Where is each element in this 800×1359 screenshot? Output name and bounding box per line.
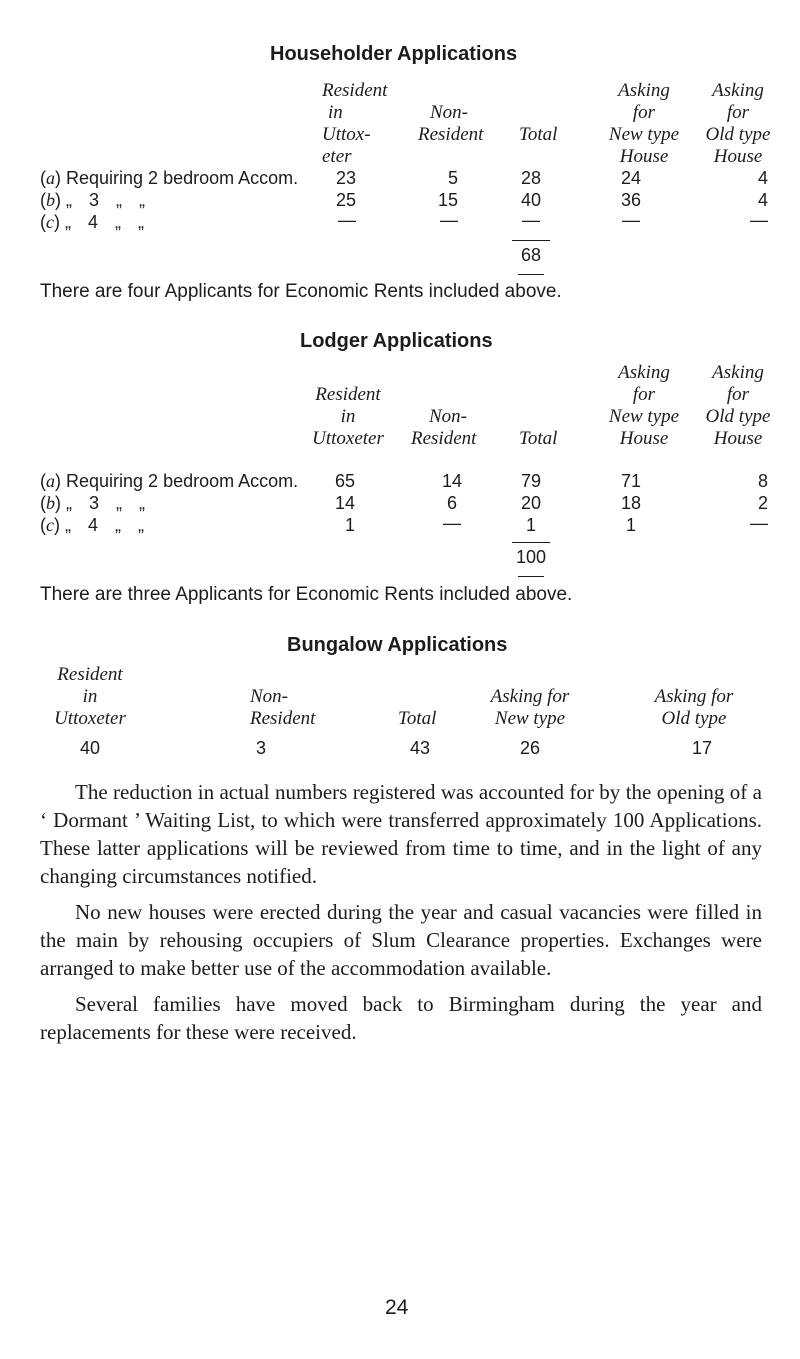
- table-cell: 1: [625, 515, 636, 535]
- table-cell: 65: [334, 471, 355, 491]
- householder-header-resident: Resident in Uttox- eter: [322, 80, 388, 167]
- table-cell: —: [750, 513, 768, 533]
- householder-row-label: (a) Requiring 2 bedroom Accom.: [40, 168, 299, 188]
- table-cell: 20: [520, 493, 542, 513]
- bungalow-header-non-resident: Non- Resident: [250, 686, 316, 729]
- table-cell: 28: [520, 168, 542, 188]
- table-cell: 24: [620, 168, 642, 188]
- table-cell: 15: [437, 190, 458, 210]
- bungalow-header-resident: Resident in Uttoxeter: [54, 664, 126, 729]
- table-cell: —: [440, 210, 458, 230]
- table-cell: 18: [620, 493, 642, 513]
- householder-note: There are four Applicants for Economic Rents included above.: [40, 281, 562, 302]
- lodger-header-resident: Resident in Uttoxeter: [312, 384, 384, 449]
- bungalow-title: Bungalow Applications: [287, 634, 508, 656]
- lodger-header-asking-new: Asking for New type House: [608, 362, 680, 449]
- lodger-header-asking-old: Asking for Old type House: [705, 362, 771, 449]
- table-cell: 71: [620, 471, 642, 491]
- lodger-title: Lodger Applications: [300, 330, 493, 352]
- body-text: [40, 778, 762, 1046]
- householder-grand-total: 68: [520, 245, 542, 265]
- total-rule: [512, 240, 550, 241]
- table-cell: 5: [447, 168, 458, 188]
- householder-row-label: (c) „ 4 „ „: [40, 212, 151, 232]
- householder-header-non-resident: Non- Resident: [418, 102, 484, 145]
- table-cell: 8: [757, 471, 768, 491]
- total-rule: [512, 542, 550, 543]
- table-cell: —: [750, 210, 768, 230]
- page-number: 24: [385, 1296, 409, 1319]
- lodger-header-non-resident: Non- Resident: [411, 406, 477, 449]
- paragraph: The reduction in actual numbers registered was accounted for by the opening of a ‘ Dormant ’ Waiting List, to which were transferred approximately 100 Applications. These latter applications will be reviewed from time to time, and in the light of any changing circumstances notified.: [40, 780, 762, 888]
- table-cell: 79: [520, 471, 542, 491]
- paragraph: No new houses were erected during the year and casual vacancies were filled in the main by rehousing occupiers of Slum Clearance properties. Exchanges were arranged to make better use of the accommodation available.: [40, 900, 762, 980]
- total-rule: [518, 274, 544, 275]
- table-cell: 3: [256, 738, 267, 758]
- table-cell: —: [622, 210, 640, 230]
- table-cell: 1: [344, 515, 355, 535]
- table-cell: —: [522, 210, 540, 230]
- table-cell: 40: [520, 190, 542, 210]
- householder-header-asking-old: Asking for Old type House: [705, 80, 771, 167]
- table-cell: 14: [334, 493, 355, 513]
- table-cell: 4: [757, 168, 768, 188]
- table-cell: —: [338, 210, 356, 230]
- table-cell: 1: [525, 515, 536, 535]
- lodger-grand-total: 100: [515, 547, 547, 567]
- householder-header-asking-new: Asking for New type House: [608, 80, 680, 167]
- lodger-row-label: (a) Requiring 2 bedroom Accom.: [40, 471, 299, 491]
- table-cell: 43: [409, 738, 431, 758]
- table-cell: 26: [519, 738, 541, 758]
- bungalow-header-total: Total: [398, 708, 437, 729]
- householder-row-label: (b) „ 3 „ „: [40, 190, 152, 210]
- total-rule: [518, 576, 544, 577]
- table-cell: 2: [757, 493, 768, 513]
- table-cell: 4: [757, 190, 768, 210]
- table-cell: 40: [79, 738, 101, 758]
- table-cell: 25: [335, 190, 356, 210]
- lodger-note: There are three Applicants for Economic Rents included above.: [40, 584, 573, 605]
- lodger-row-label: (c) „ 4 „ „: [40, 515, 151, 535]
- table-cell: 14: [441, 471, 463, 491]
- paragraph: Several families have moved back to Birmingham during the year and replacements for these were received.: [40, 992, 762, 1044]
- lodger-header-total: Total: [519, 428, 558, 449]
- householder-header-total: Total: [519, 124, 558, 145]
- table-cell: —: [443, 513, 461, 533]
- lodger-row-label: (b) „ 3 „ „: [40, 493, 152, 513]
- table-cell: 23: [335, 168, 356, 188]
- table-cell: 6: [446, 493, 457, 513]
- table-cell: 17: [691, 738, 713, 758]
- bungalow-header-asking-new: Asking for New type: [490, 686, 570, 729]
- householder-title: Householder Applications: [270, 43, 518, 65]
- table-cell: 36: [620, 190, 642, 210]
- bungalow-header-asking-old: Asking for Old type: [654, 686, 734, 729]
